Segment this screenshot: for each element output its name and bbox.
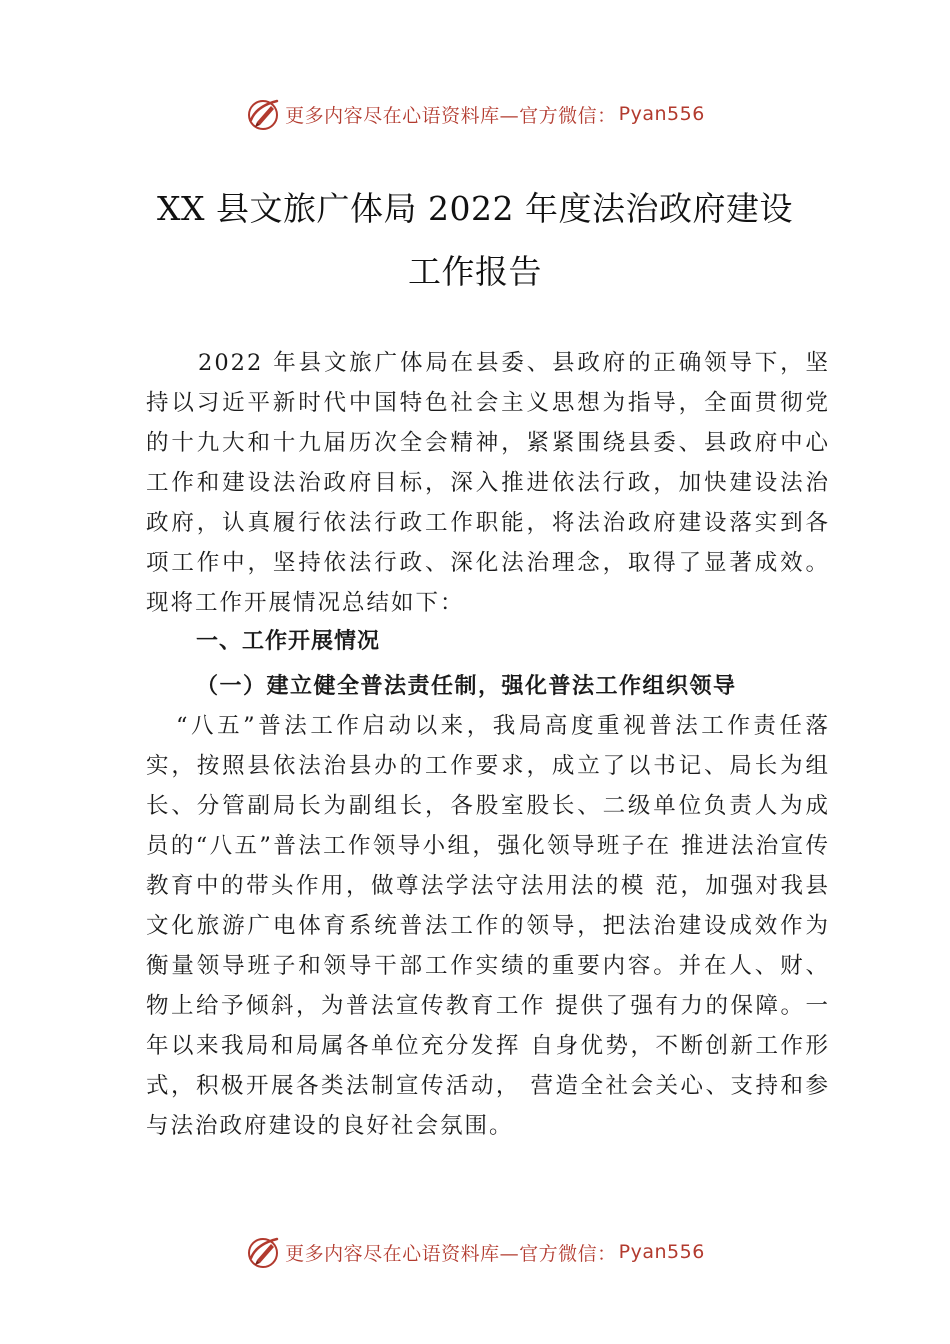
pen-logo-icon	[245, 1234, 281, 1270]
subsection-body-1: “八五”普法工作启动以来，我局高度重视普法工作责任落实，按照县依法治县办的工作要求，成立了以书记、局长为组长、分管副局长为副组长，各股室股长、二级单位负责人为成员的“八五”普法工作领导小组，强化领导班子在 推进法治宣传教育中的带头作用，做尊法学法守法用法的模 范，加强对我县文化旅游广电体育系统普法工作的领导，把法治建设成效作为衡量领导班子和领导干部工作实绩的重要内容。并在人、财、物上给予倾斜，为普法宣传教育工作 提供了强有力的保障。一年以来我局和局属各单位充分发挥 自身优势，不断创新工作形式，积极开展各类法制宣传活动， 营造全社会关心、支持和参与法治政府建设的良好社会氛围。	[146, 713, 830, 1139]
document-title-line1: XX 县文旅广体局 2022 年度法治政府建设	[157, 189, 793, 228]
watermark-footer	[0, 1232, 950, 1272]
watermark-header	[0, 94, 950, 134]
pen-logo-icon	[245, 96, 281, 132]
watermark-wechat-id: Pyan556	[618, 103, 705, 125]
subsection-heading-1: （一）建立健全普法责任制，强化普法工作组织领导	[196, 673, 737, 699]
watermark-text: 更多内容尽在心语资料库—官方微信：	[285, 104, 617, 127]
watermark-wechat-id: Pyan556	[618, 1241, 705, 1263]
intro-paragraph: 2022 年县文旅广体局在县委、县政府的正确领导下，坚持以习近平新时代中国特色社会主义思想为指导，全面贯彻党的十九大和十九届历次全会精神，紧紧围绕县委、县政府中心工作和建设法治政府目标，深入推进依法行政，加快建设法治政府，认真履行依法行政工作职能，将法治政府建设落实到各项工作中，坚持依法行政、深化法治理念，取得了显著成效。现将工作开展情况总结如下：	[146, 350, 830, 616]
watermark-text: 更多内容尽在心语资料库—官方微信：	[285, 1242, 617, 1265]
document-title-line2: 工作报告	[408, 252, 542, 291]
section-heading-1: 一、工作开展情况	[196, 629, 381, 654]
